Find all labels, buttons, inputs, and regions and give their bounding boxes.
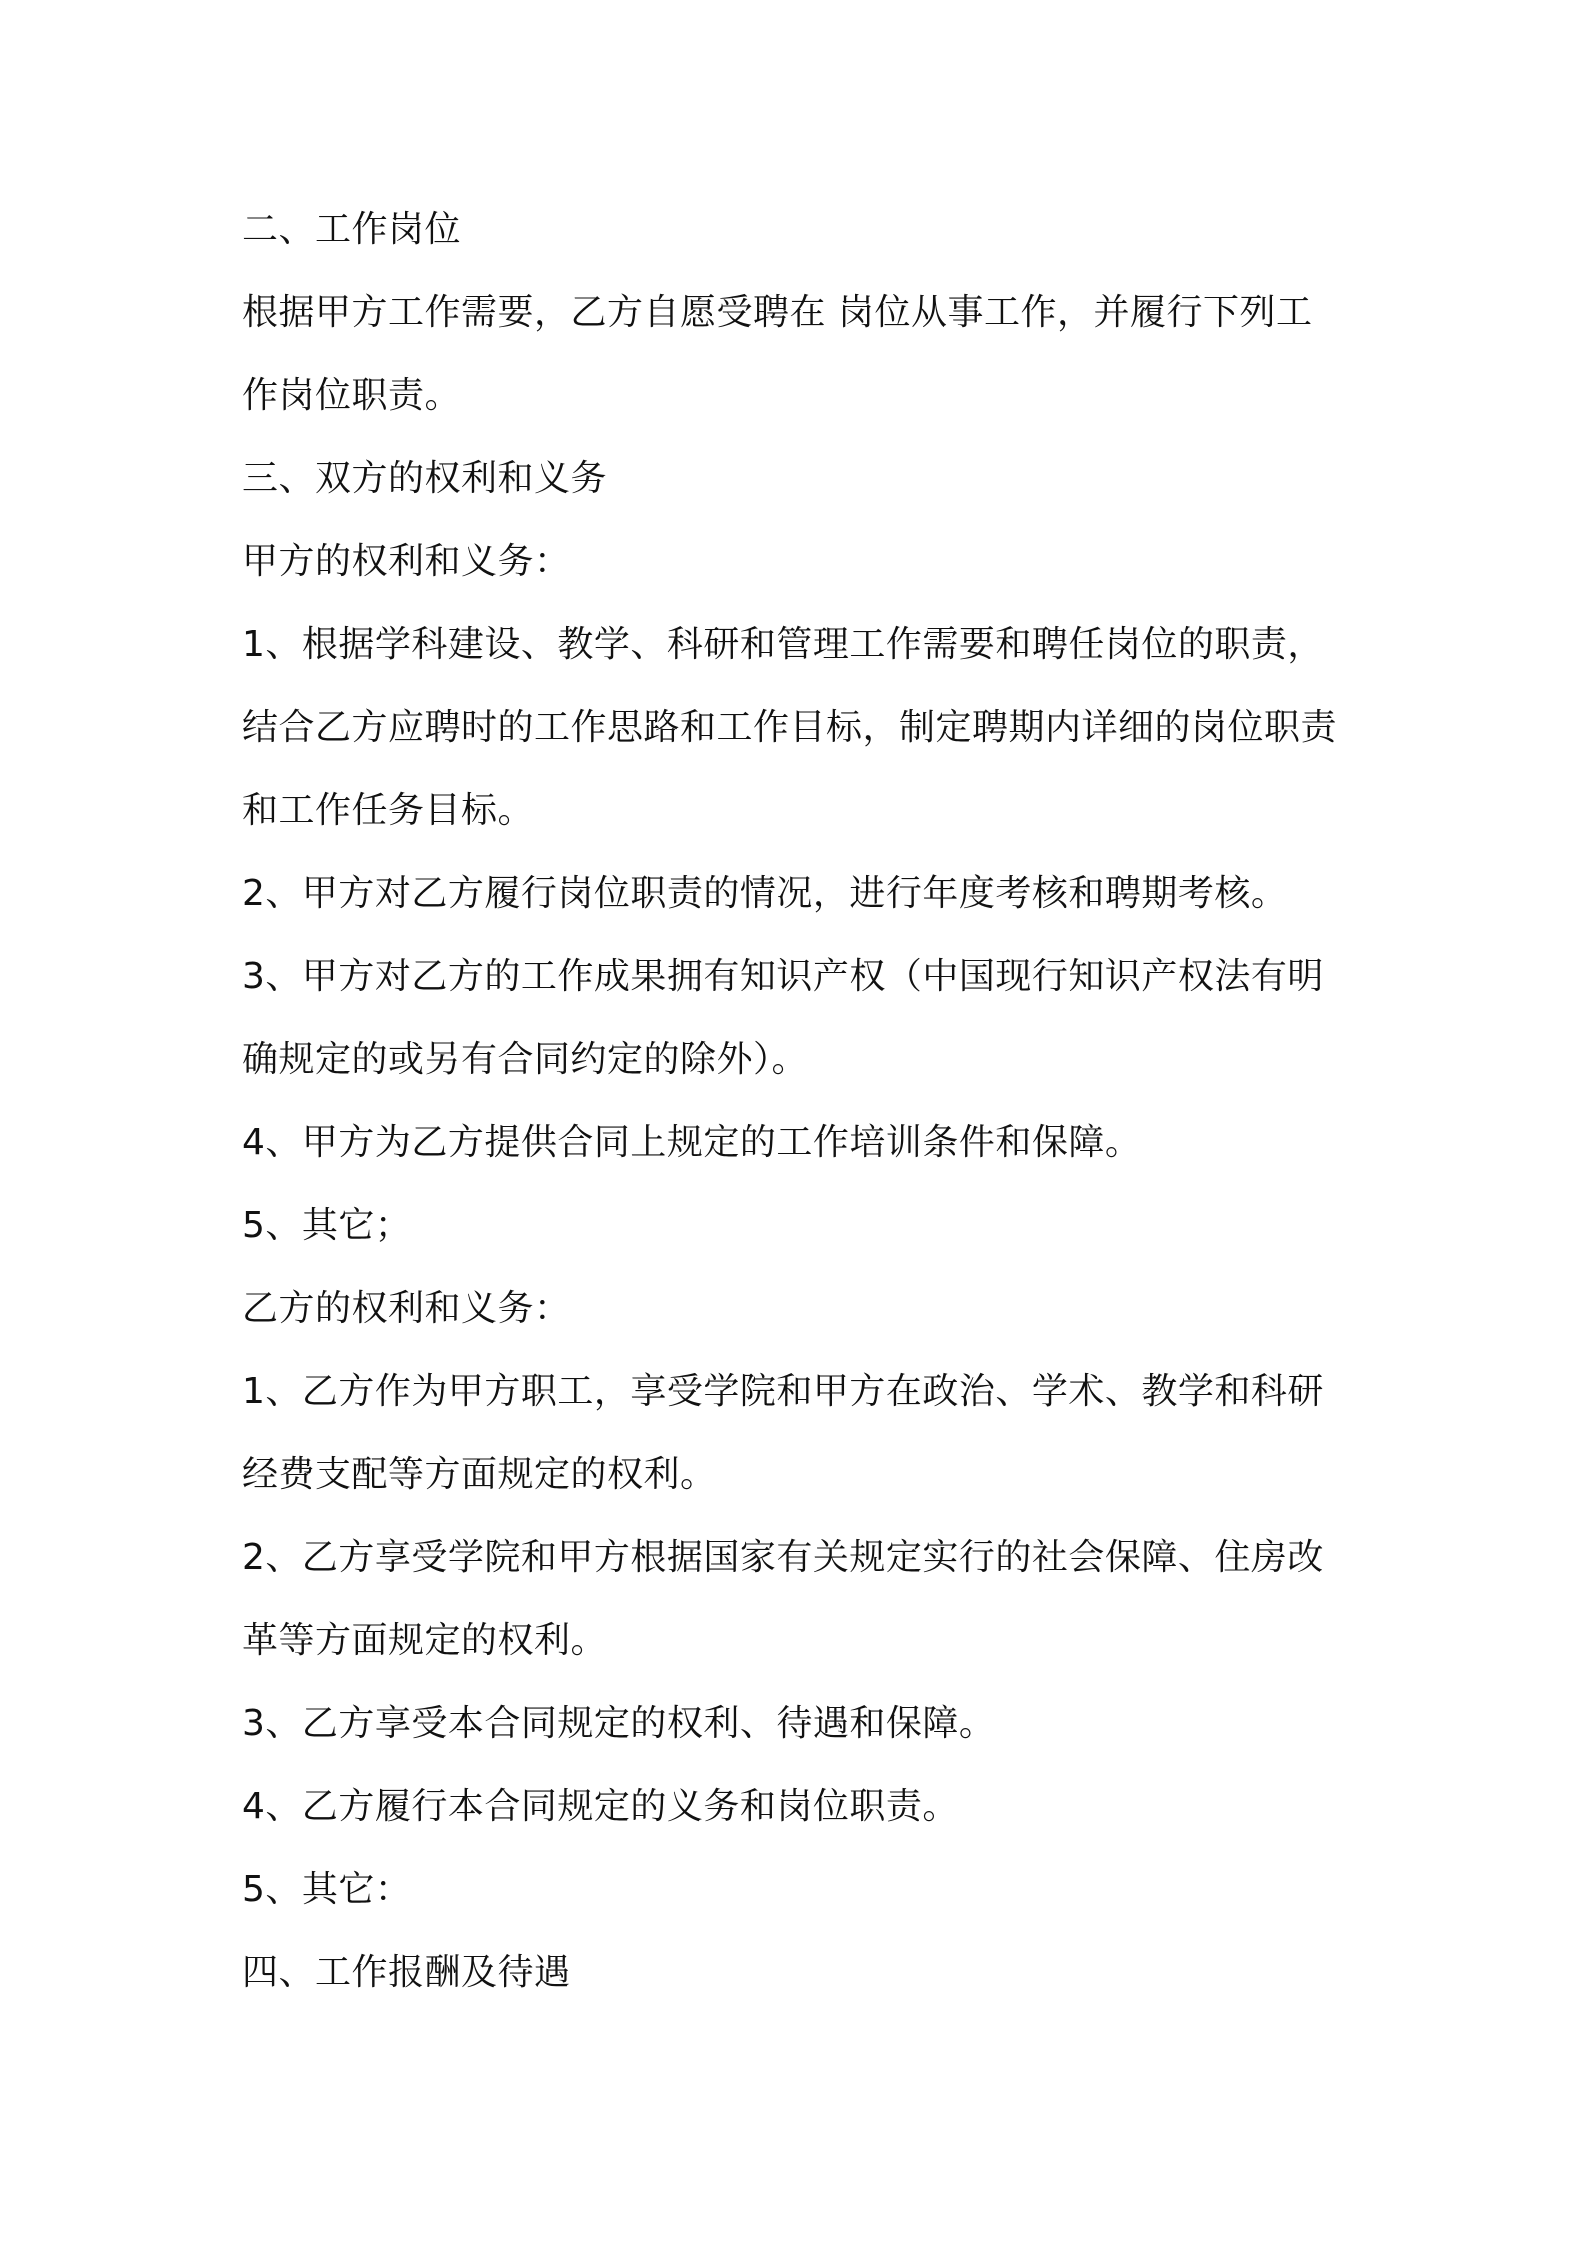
paragraph-line: 5、其它； xyxy=(242,1205,412,1246)
paragraph-line: 3、乙方享受本合同规定的权利、待遇和保障。 xyxy=(242,1703,996,1744)
paragraph-line: 3、甲方对乙方的工作成果拥有知识产权（中国现行知识产权法有明 xyxy=(242,956,1324,997)
section-heading-2: 二、工作岗位 xyxy=(242,209,462,250)
paragraph-line: 1、根据学科建设、教学、科研和管理工作需要和聘任岗位的职责， xyxy=(242,624,1324,665)
paragraph-line: 作岗位职责。 xyxy=(242,375,462,416)
paragraph-line: 根据甲方工作需要，乙方自愿受聘在 岗位从事工作，并履行下列工 xyxy=(242,292,1313,333)
paragraph-line: 和工作任务目标。 xyxy=(242,790,535,831)
section-heading-4: 四、工作报酬及待遇 xyxy=(242,1952,571,1993)
subheading-party-a: 甲方的权利和义务： xyxy=(242,541,571,582)
paragraph-line: 确规定的或另有合同约定的除外）。 xyxy=(242,1039,809,1080)
paragraph-line: 4、乙方履行本合同规定的义务和岗位职责。 xyxy=(242,1786,959,1827)
paragraph-line: 经费支配等方面规定的权利。 xyxy=(242,1454,717,1495)
paragraph-line: 2、乙方享受学院和甲方根据国家有关规定实行的社会保障、住房改 xyxy=(242,1537,1324,1578)
paragraph-line: 4、甲方为乙方提供合同上规定的工作培训条件和保障。 xyxy=(242,1122,1142,1163)
paragraph-line: 1、乙方作为甲方职工，享受学院和甲方在政治、学术、教学和科研 xyxy=(242,1371,1324,1412)
section-heading-3: 三、双方的权利和义务 xyxy=(242,458,608,499)
document-body xyxy=(242,200,1362,2026)
paragraph-line: 5、其它： xyxy=(242,1869,412,1910)
paragraph-line: 结合乙方应聘时的工作思路和工作目标，制定聘期内详细的岗位职责 xyxy=(242,707,1338,748)
paragraph-line: 2、甲方对乙方履行岗位职责的情况，进行年度考核和聘期考核。 xyxy=(242,873,1288,914)
subheading-party-b: 乙方的权利和义务： xyxy=(242,1288,571,1329)
paragraph-line: 革等方面规定的权利。 xyxy=(242,1620,608,1661)
